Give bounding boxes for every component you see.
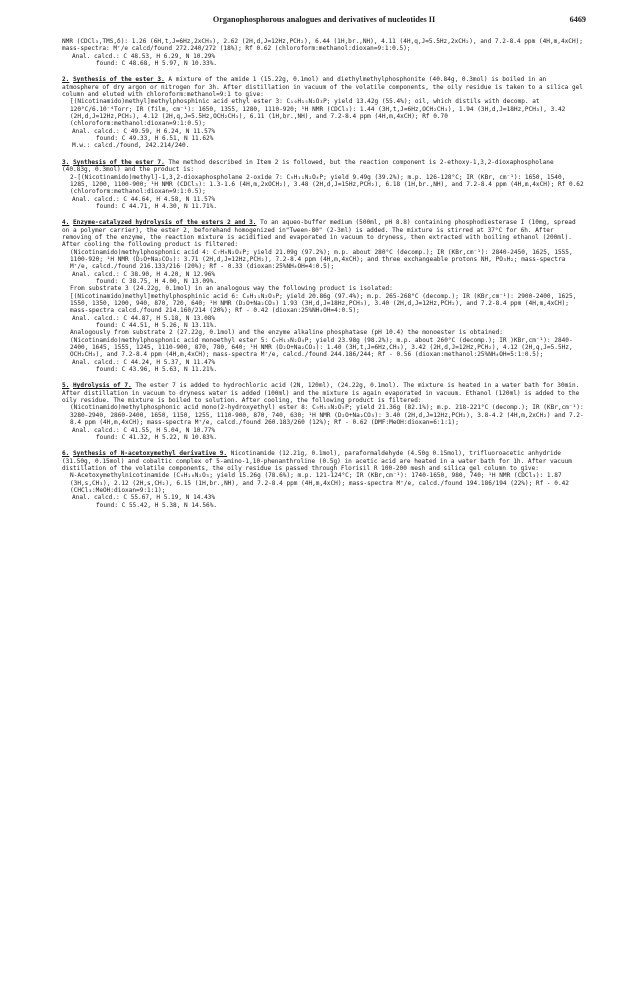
- section-number: 4.: [62, 219, 70, 227]
- section-paragraph: [62, 382, 586, 404]
- anal-found: found: C 38.75, H 4.00, N 13.09%.: [96, 277, 218, 285]
- section-5: [62, 382, 586, 441]
- section-title: Hydrolysis of 7.: [73, 382, 132, 390]
- section-title: Enzyme-catalyzed hydrolysis of the esters 2 and 3.: [73, 219, 257, 227]
- section-body: A mixture of the amide 1 (15.22g, 0.1mol) and diethylmethylphosphonite (40.84g, 0.3mol) is boiled in an atmosphere of dry argon or nitrogen for 3h. After distillation in vacuum of the volatile components, the oily residue is taken to a silica gel column and eluted with chloroform:methanol=9:1 to give:: [62, 76, 583, 99]
- section-body: To an aqueo-buffer medium (500ml, pH 8.8) containing phosphodiesterase I (10mg, spread on a polymer carrier), the ester 2, beforehand homogenized in"Tween-80" (2-3ml) is added. The mixture is stirred at 37°C for 6h. After removing of the enzyme, the reaction mixture is acidified and evaporated in vacuum to dryness, then extracted with boiling ethanol (200ml). After cooling the following product is filtered:: [62, 219, 576, 249]
- section-number: 3.: [62, 158, 70, 166]
- section-2: [62, 76, 586, 149]
- anal-calcd: Anal. calcd.: C 44.64, H 4.58, N 11.57%: [72, 195, 216, 203]
- elemental-analysis: [62, 271, 586, 286]
- elemental-analysis: [62, 53, 586, 68]
- anal-found: found: C 55.42, H 5.38, N 14.56%.: [96, 501, 218, 509]
- anal-found: found: C 43.96, H 5.63, N 11.21%.: [96, 366, 218, 374]
- section-4: [62, 219, 586, 373]
- anal-found: found: C 44.71, H 4.30, N 11.71%.: [96, 202, 218, 210]
- section-title: Synthesis of the ester 7.: [73, 158, 165, 166]
- compound-description: (Nicotinamido)methylphosphonic acid 4: C₇H₉N₂O₄P; yield 21.09g (97.2%); m.p. about 280°C (decomp.); IR (KBr,cm⁻¹): 2840-2450, 1625, 1555, 1100-920; ¹H NMR (D₂O+Na₂CO₃): 3.71 (2H,d,J=12Hz,PCH₂), 7.2-8.4 ppm (4H,m,4xCH); and three exchangeable protons NH, PO₃H₂; mass-spectra M⁺/e, calcd./found 216.133/216 (20%); Rf - 0.33 (dioxan:25%NH₄OH=4:0.5);: [70, 248, 573, 271]
- elemental-analysis: [62, 315, 586, 330]
- section-title: Synthesis of the ester 3.: [73, 76, 165, 84]
- elemental-analysis: [62, 494, 586, 509]
- section-number: 5.: [62, 382, 70, 390]
- page-number: 6469: [569, 15, 586, 24]
- journal-title: Organophosphorous analogues and derivatives of nucleotides II: [212, 15, 436, 24]
- section-paragraph: [62, 219, 586, 248]
- molecular-weight: M.w.: calcd./found, 242.214/240.: [72, 142, 190, 150]
- compound-description: 2-[(Nicotinamido)methyl]-1,3,2-dioxaphospholane 2-oxide 7: C₉H₁₁N₂O₄P; yield 9.49g (39.2%); m.p. 126-128°C; IR (KBr, cm⁻¹): 1650, 1540, 1285, 1200, 1100-900; ¹H NMR (CDCl₃): 1.3-1.6 (4H,m,2xOCH₂), 3.48 (2H,d,J=15Hz,PCH₂), 6.18 (1H,br.,NH), and 7.2-8.4 ppm (4H,m,4xCH); Rf 0.62 (chloroform:methanol:dioxan=9:1:0.5);: [70, 173, 584, 196]
- section-paragraph: [62, 76, 586, 98]
- subprocedure-lead: Analogously from substrate 2 (27.22g, 0.1mol) and the enzyme alkaline phosphatase (pH 10.4) the monoester is obtained:: [70, 329, 503, 337]
- compound-description: (Nicotinamido)methylphosphonic acid mono(2-hydroxyethyl) ester 8: C₉H₁₃N₂O₅P; yield 21.36g (82.1%); m.p. 218-221°C (decomp.); IR (KBr,cm⁻¹): 3280-2940, 2860-2400, 1650, 1150, 1255, 1110-900, 870, 740, 630; ¹H NMR (D₂O+Na₂CO₃): 3.40 (2H,d,J=12Hz,PCH₂), 3.8-4.2 (4H,m,2xCH₂) and 7.2-8.4 ppm (4H,m,4xCH); mass-spectra M⁺/e, calcd./found 260.183/260 (12%); Rf - 0.62 (DMF:MeOH:dioxan=6:1:1);: [70, 404, 584, 427]
- section-body: The ester 7 is added to hydrochloric acid (2N, 120ml), (24.22g, 0.1mol). The mixture is heated in a water bath for 30min. After distillation in vacuum to dryness water is added (100ml) and the mixture is again evaporated in vacuum. Ethanol (120ml) is added to the oily residue. The mixture is boiled to solution. After cooling, the following product is filtered:: [62, 382, 580, 405]
- elemental-analysis: [62, 427, 586, 442]
- section-paragraph: [62, 159, 586, 174]
- anal-found: found: C 44.51, H 5.26, N 13.11%.: [96, 322, 218, 330]
- anal-calcd: Anal. calcd.: C 38.90, H 4.20, N 12.96%: [72, 270, 216, 278]
- section-number: 2.: [62, 76, 70, 84]
- anal-calcd: Anal. calcd.: C 41.55, H 5.04, N 10.77%: [72, 426, 216, 434]
- anal-found: found: C 41.32, H 5.22, N 10.83%.: [96, 433, 218, 441]
- section-6: [62, 450, 586, 509]
- intro-continuation: [62, 38, 586, 67]
- anal-found: found: C 49.33, H 6.51, N 11.62%: [96, 135, 214, 143]
- compound-description: [(Nicotinamido)methyl]methylphosphinic acid 6: C₈H₁₁N₂O₃P; yield 20.86g (97.4%); m.p. 265-268°C (decomp.); IR (KBr,cm⁻¹): 2900-2400, 1625, 1550, 1350, 1200, 940, 870, 720, 640; ¹H NMR (D₂O+Na₂CO₃) 1.93 (3H,d,J=18Hz,PCH₃), 3.40 (2H,d,J=12Hz,PCH₂), and 7.2-8.4 ppm (4H,m,4xCH); mass-spectra calcd./found 214.160/214 (20%); Rf - 0.42 (dioxan:25%NH₄OH=4:0.5);: [70, 292, 577, 315]
- compound-description: N-Acetoxymethylnicotinamide (C₉H₁₀N₂O₃; yield 15.26g (78.6%); m.p. 121-124°C; IR (KBr,cm⁻¹): 1740-1650, 980, 740; ¹H NMR (CDCl₃): 1.87 (3H,s,CH₃), 2.12 (2H,s,CH₂), 6.15 (1H,br.,NH), and 7.2-8.4 ppm (4H,m,4xCH); mass-spectra M⁺/e, calcd./found 194.186/194 (22%); Rf - 0.42 (CHCl₃:MeOH:dioxan=9:1:1);: [70, 472, 569, 494]
- section-paragraph: [62, 450, 586, 472]
- anal-calcd: Anal. calcd.: C 44.24, H 5.37, N 11.47%: [72, 358, 216, 366]
- anal-found: found: C 48.68, H 5.97, N 10.33%.: [96, 60, 218, 68]
- section-body: The method described in Item 2 is followed, but the reaction component is 2-ethoxy-1,3,2-dioxaphospholane (40.83g, 0.3mol) and the product is:: [62, 158, 554, 174]
- anal-calcd: Anal. calcd.: C 44.87, H 5.18, N 13.08%: [72, 314, 216, 322]
- section-body: Nicotinamide (12.21g, 0.1mol), paraformaldehyde (4.50g 0.15mol), trifluoroacetic anhydride (31.50g, 0.15mol) and cobaltic complex of 5-amino-1,10-phenanthroline (0.5g) in acetic acid are heated in a water bath for 1h. After vacuum distillation of the volatile components, the oily residue is passed through Florisil R 100-200 mesh and silica gel column to give:: [62, 450, 572, 472]
- elemental-analysis: [62, 196, 586, 211]
- section-number: 6.: [62, 450, 70, 458]
- anal-calcd: Anal. calcd.: C 49.59, H 6.24, N 11.57%: [72, 127, 216, 135]
- elemental-analysis: [62, 128, 586, 150]
- anal-calcd: Anal. calcd.: C 55.67, H 5.19, N 14.43%: [72, 494, 216, 502]
- running-header: [62, 16, 586, 28]
- compound-description: (Nicotinamido)methylphosphonic acid monoethyl ester 5: C₉H₁₃N₂O₄P; yield 23.98g (98.2%); m.p. about 260°C (decomp.); IR )KBr,cm⁻¹): 2840-2400, 1645, 1555, 1245, 1110-900, 870, 780, 640; ¹H NMR (D₂O+Na₂CO₃): 1.40 (3H,t,J=6Hz,CH₃), 3.42 (2H,d,J=12Hz,PCH₂), 4.12 (2H,q,J=5.5Hz, OCH₂CH₃), and 7.2-8.4 ppm (4H,m,4xCH); mass-spectra M⁺/e, calcd./found 244.186/244; Rf - 0.56 (dioxan:methanol:25%NH₄OH=5:1:0.5);: [70, 336, 573, 359]
- elemental-analysis: [62, 359, 586, 374]
- subprocedure-lead: From substrate 3 (24.22g, 0.1mol) in an analogous way the following product is isolated:: [70, 285, 393, 293]
- section-3: [62, 159, 586, 210]
- compound-description: [(Nicotinamido)methyl]methylphosphinic acid ethyl ester 3: C₁₀H₁₅N₂O₃P; yield 13.42g (55.4%); oil, which distils with decomp. at 120°C/6.10⁻⁴Torr; IR (film, cm⁻¹): 1650, 1355, 1280, 1110-920; ¹H NMR (CDCl₃): 1.44 (3H,t,J=6Hz,OCH₂CH₃), 1.94 (3H,d,J=18Hz,PCH₃), 3.42 (2H,d,J=12Hz,PCH₂), 4.12 (2H,q,J=5.5Hz,OCH₂CH₃), 6.11 (1H,br.,NH), and 7.2-8.4 ppm (4H,m,4xCH); Rf 0.70 (chloroform:methanol:dioxan=9:1:0.5);: [70, 98, 566, 128]
- section-title: Synthesis of N-acetoxymethyl derivative 9.: [73, 450, 228, 458]
- intro-text: NMR (CDCl₃,TMS,δ): 1.26 (6H,t,J=6Hz,2xCH₃), 2.62 (2H,d,J=12Hz,PCH₂), 6.44 (1H,br.,NH), 4.11 (4H,q,J=5.5Hz,2xCH₂), and 7.2-8.4 ppm (4H,m,4xCH); mass-spectra: M⁺/e calcd/found 272.240/272 (18%); Rf 0.62 (chloroform:methanol:dioxan=9:1:0.5);: [62, 38, 583, 53]
- anal-calcd: Anal. calcd.: C 48.53, H 6.29, N 10.29%: [72, 52, 216, 60]
